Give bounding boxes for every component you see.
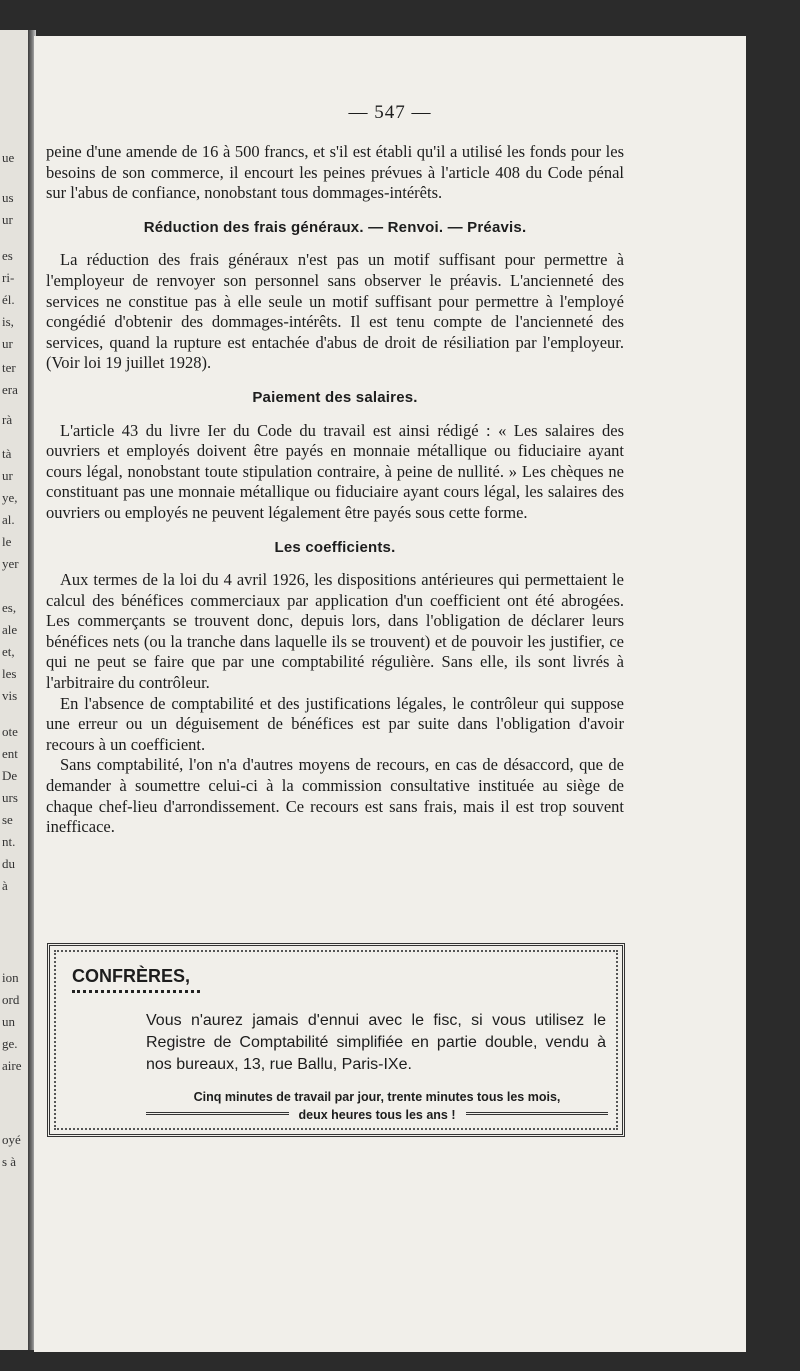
- facing-page-fragment: aire: [2, 1058, 22, 1073]
- facing-page-fragment: ion: [2, 970, 19, 985]
- facing-page-fragment: ote: [2, 724, 18, 739]
- facing-page-fragment: ur: [2, 212, 13, 227]
- facing-page-fragment: du: [2, 856, 15, 871]
- facing-page-fragment: oyé: [2, 1132, 21, 1147]
- facing-page-fragment: él.: [2, 292, 15, 307]
- facing-page-fragment: es,: [2, 600, 17, 615]
- ad-footer: [146, 1088, 608, 1124]
- facing-page-fragment: un: [2, 1014, 15, 1029]
- facing-page-fragment: se: [2, 812, 13, 827]
- facing-page-fragment: s à: [2, 1154, 17, 1169]
- facing-page-fragment: vis: [2, 688, 18, 703]
- facing-page-fragment: ale: [2, 622, 18, 637]
- facing-page-fragment: les: [2, 666, 17, 681]
- facing-page-fragment: ent: [2, 746, 18, 761]
- facing-page-fragment: ri-: [2, 270, 15, 285]
- ad-footer-line-2-row: [146, 1106, 608, 1124]
- facing-page-fragment: rà: [2, 412, 13, 427]
- facing-page-fragment: tà: [2, 446, 12, 461]
- ad-footer-line-2: deux heures tous les ans !: [298, 1108, 456, 1122]
- paragraph-frais: La réduction des frais généraux n'est pas un motif suffisant pour permettre à l'employeur de renvoyer son personnel sans observer le préavis. L'ancienneté des services ne constitue pas à elle seule un motif suffisant pour permettre à l'employé congédié d'obtenir des dommages-intérêts. Il est tenu compte de l'ancienneté des services, quand la rupture est entachée d'abus de droit de résiliation par l'employeur. (Voir loi 19 juillet 1928).: [46, 250, 624, 373]
- paragraph-coefficients-3: Sans comptabilité, l'on n'a d'autres moyens de recours, en cas de désaccord, que de demander à soumettre celui-ci à la commission consultative instituée au siège de chaque chef-lieu d'arrondissement. Ce recours est sans frais, mais il est trop souvent inefficace.: [46, 755, 624, 837]
- ad-title: CONFRÈRES,: [72, 966, 191, 986]
- paragraph-salaires: L'article 43 du livre Ier du Code du travail est ainsi rédigé : « Les salaires des ouvriers et employés doivent être payés en monnaie métallique ou fiduciaire ayant cours légal, nonobstant toute stipulation contraire, à peine de nullité. » Les chèques ne constituant pas une monnaie métallique ou fiduciaire ayant cours légal, les salaires des ouvriers ou employés ne peuvent légalement être payés sous cette forme.: [46, 420, 624, 522]
- document-page: [34, 36, 746, 1352]
- facing-page-fragment: ge.: [2, 1036, 18, 1051]
- page-number: — 547 —: [348, 102, 432, 123]
- facing-page-fragment: al.: [2, 512, 15, 527]
- facing-page-fragment: et,: [2, 644, 15, 659]
- facing-page-fragment: ur: [2, 468, 13, 483]
- facing-page-fragment: ue: [2, 150, 15, 165]
- section-heading-salaires: Paiement des salaires.: [252, 388, 418, 406]
- facing-page-fragment: ur: [2, 336, 13, 351]
- ad-footer-line-1: Cinq minutes de travail par jour, trente minutes tous les mois,: [193, 1090, 561, 1104]
- ad-title-rule: [72, 990, 200, 997]
- facing-page-fragment: nt.: [2, 834, 16, 849]
- facing-page-fragment: ord: [2, 992, 20, 1007]
- facing-page-fragment: era: [2, 382, 18, 397]
- ad-footer-rule-left: [146, 1112, 289, 1118]
- paragraph-coefficients-1: Aux termes de la loi du 4 avril 1926, les dispositions antérieures qui permettaient le calcul des bénéfices commerciaux par application d'un coefficient ont été abrogées. Les commerçants se trouvent donc, depuis lors, dans l'obligation de déclarer leurs bénéfices nets (ou la tranche dans laquelle ils se trouvent) et de pouvoir les justifier, ce qui ne peut se faire que par une comptabilité régulière. Sans elle, ils sont livrés à l'arbitraire du contrôleur.: [46, 570, 624, 693]
- section-heading-coefficients: Les coefficients.: [274, 538, 396, 556]
- facing-page-fragment: à: [2, 878, 8, 893]
- intro-paragraph: peine d'une amende de 16 à 500 francs, et s'il est établi qu'il a utilisé les fonds pour les besoins de son commerce, il encourt les peines prévues à l'article 408 du Code pénal sur l'abus de confiance, nonobstant tous dommages-intérêts.: [46, 142, 624, 203]
- advertisement-box: [47, 943, 625, 1137]
- ad-footer-rule-right: [466, 1112, 609, 1118]
- facing-page-fragment: ter: [2, 360, 16, 375]
- facing-page-fragment: urs: [2, 790, 18, 805]
- facing-page-fragment: ye,: [2, 490, 18, 505]
- facing-page-fragment: yer: [2, 556, 19, 571]
- section-heading-frais: Réduction des frais généraux. — Renvoi. — Préavis.: [143, 218, 527, 236]
- paragraph-coefficients-2: En l'absence de comptabilité et des justifications légales, le contrôleur qui suppose une erreur ou un déguisement de bénéfices est par suite dans l'obligation d'avoir recours à un coefficient.: [46, 693, 624, 754]
- facing-page-fragment: us: [2, 190, 14, 205]
- facing-page-fragment: De: [2, 768, 18, 783]
- facing-page-fragment: es: [2, 248, 13, 263]
- facing-page-fragment: is,: [2, 314, 14, 329]
- facing-page-fragment: le: [2, 534, 12, 549]
- page-body: [46, 142, 624, 838]
- ad-text: Vous n'aurez jamais d'ennui avec le fisc, si vous utilisez le Registre de Comptabilité simplifiée en partie double, vendu à nos bureaux, 13, rue Ballu, Paris-IXe.: [146, 1012, 606, 1073]
